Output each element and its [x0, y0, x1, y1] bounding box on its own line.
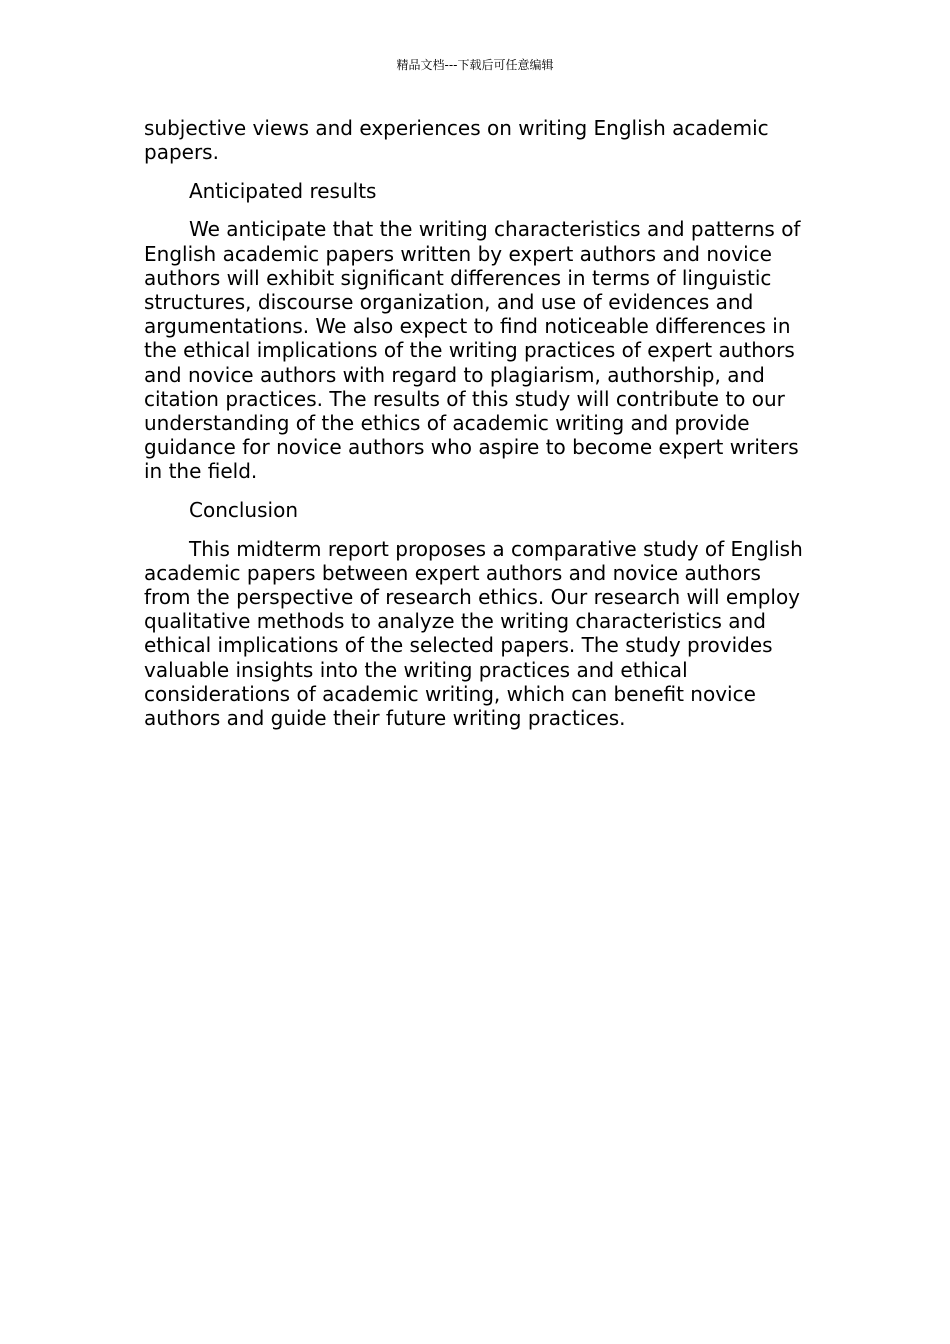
document-body [144, 116, 812, 745]
continuation-paragraph: subjective views and experiences on writing English academic papers. [144, 116, 769, 165]
section-heading-anticipated-results: Anticipated results [189, 178, 377, 203]
section-heading-conclusion: Conclusion [189, 498, 298, 523]
page-header: 精品文档---下载后可任意编辑 [396, 58, 554, 72]
anticipated-results-paragraph: We anticipate that the writing characteristics and patterns of English academic papers written by expert authors and novice authors will exhibit significant differences in terms of linguistic structures, discourse organization, and use of evidences and argumentations. We also expect to find noticeable differences in the ethical implications of the writing practices of expert authors and novice authors with regard to plagiarism, authorship, and citation practices. The results of this study will contribute to our understanding of the ethics of academic writing and provide guidance for novice authors who aspire to become expert writers in the field. [144, 217, 801, 484]
conclusion-paragraph: This midterm report proposes a comparative study of English academic papers between expert authors and novice authors from the perspective of research ethics. Our research will employ qualitative methods to analyze the writing characteristics and ethical implications of the selected papers. The study provides valuable insights into the writing practices and ethical considerations of academic writing, which can benefit novice authors and guide their future writing practices. [144, 536, 803, 731]
